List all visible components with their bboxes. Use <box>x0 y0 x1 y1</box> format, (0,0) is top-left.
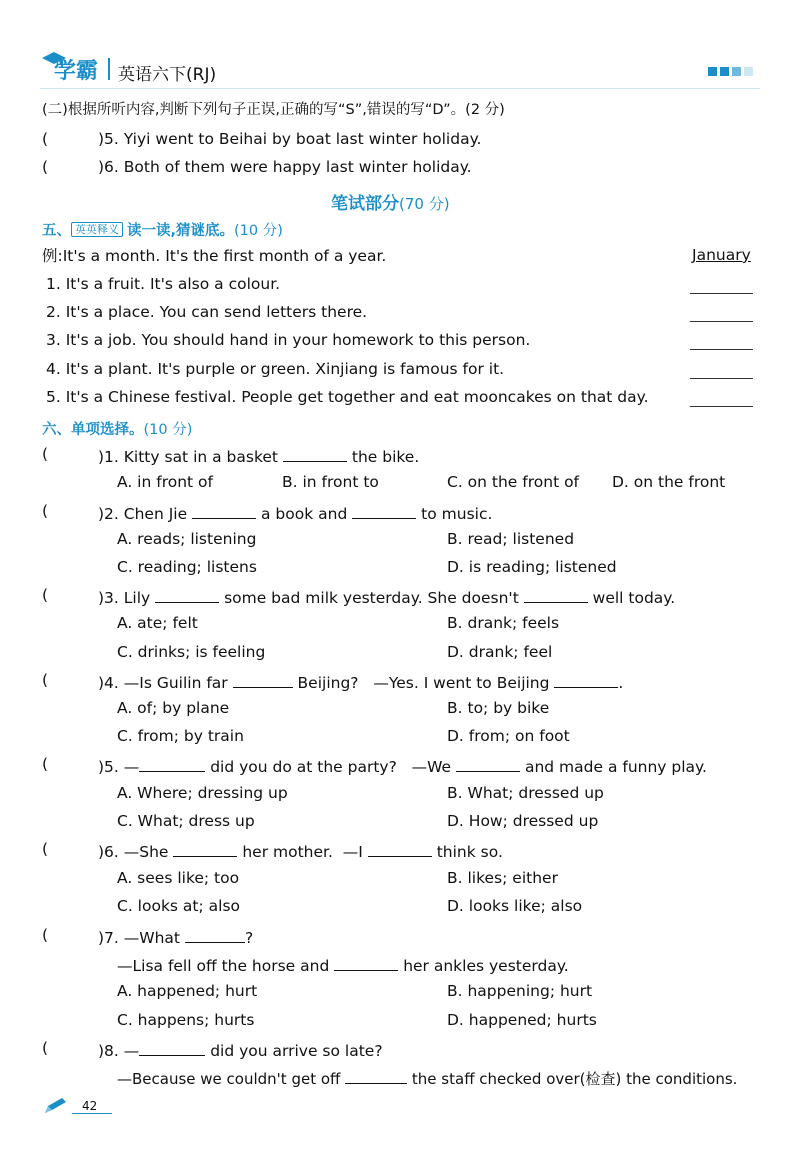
option[interactable]: D. looks like; also <box>447 897 583 915</box>
option[interactable]: B. to; by bike <box>447 699 550 717</box>
answer-paren: ( <box>42 1039 49 1057</box>
header-square <box>732 67 741 76</box>
option[interactable]: B. drank; feels <box>447 614 560 632</box>
option[interactable]: A. of; by plane <box>117 699 230 717</box>
option[interactable]: D. on the front <box>612 473 726 491</box>
answer-blank[interactable] <box>690 321 753 322</box>
option[interactable]: A. reads; listening <box>117 530 257 548</box>
option[interactable]: B. read; listened <box>447 530 575 548</box>
fill-blank[interactable] <box>155 588 219 603</box>
fill-blank[interactable] <box>185 928 245 943</box>
answer-paren: ( <box>42 926 49 944</box>
option[interactable]: D. from; on foot <box>447 727 570 745</box>
header-square <box>720 67 729 76</box>
fill-blank[interactable] <box>233 673 293 688</box>
question-4: )4. —Is Guilin far Beijing? —Yes. I went to Beijing . <box>98 674 624 692</box>
option[interactable]: C. on the front of <box>447 473 580 491</box>
option[interactable]: C. reading; listens <box>117 558 257 576</box>
listening-item-5: )5. Yiyi went to Beihai by boat last winter holiday. <box>98 130 482 148</box>
answer-paren: ( <box>42 671 49 689</box>
section5-item: 5. It's a Chinese festival. People get together and eat mooncakes on that day. <box>46 388 649 406</box>
option[interactable]: B. in front to <box>282 473 379 491</box>
option[interactable]: D. How; dressed up <box>447 812 599 830</box>
option[interactable]: B. happening; hurt <box>447 982 593 1000</box>
answer-paren: ( <box>42 840 49 858</box>
answer-paren: ( <box>42 586 49 604</box>
fill-blank[interactable] <box>368 842 432 857</box>
fill-blank[interactable] <box>345 1069 407 1084</box>
section5-heading: 五、 英英释义 读一读,猜谜底。(10 分) <box>42 223 283 239</box>
section5-example-answer: January <box>692 246 751 264</box>
question-6: )6. —She her mother. —I think so. <box>98 843 503 861</box>
fill-blank[interactable] <box>139 757 205 772</box>
section5-item: 2. It's a place. You can send letters there. <box>46 303 368 321</box>
fill-blank[interactable] <box>352 504 416 519</box>
question-5: )5. — did you do at the party? —We and made a funny play. <box>98 758 707 776</box>
option[interactable]: C. happens; hurts <box>117 1011 255 1029</box>
option[interactable]: A. happened; hurt <box>117 982 258 1000</box>
question-1: )1. Kitty sat in a basket the bike. <box>98 448 420 466</box>
brand-name: 学霸 <box>54 59 99 84</box>
section5-item: 3. It's a job. You should hand in your homework to this person. <box>46 331 531 349</box>
written-part-title: 笔试部分(70 分) <box>331 194 450 214</box>
option[interactable]: D. is reading; listened <box>447 558 617 576</box>
section5-item: 1. It's a fruit. It's also a colour. <box>46 275 281 293</box>
answer-paren: ( <box>42 502 49 520</box>
subject-label: 英语六下(RJ) <box>118 65 217 85</box>
fill-blank[interactable] <box>283 447 347 462</box>
question-2: )2. Chen Jie a book and to music. <box>98 505 493 523</box>
listening-instruction: (二)根据所听内容,判断下列句子正误,正确的写“S”,错误的写“D”。(2 分) <box>42 102 505 118</box>
pencil-icon <box>42 1096 70 1116</box>
option[interactable]: B. What; dressed up <box>447 784 604 802</box>
header-square <box>708 67 717 76</box>
option[interactable]: A. Where; dressing up <box>117 784 288 802</box>
answer-blank[interactable] <box>690 378 753 379</box>
header-square <box>744 67 753 76</box>
fill-blank[interactable] <box>456 757 520 772</box>
footer-rule <box>72 1113 112 1114</box>
option[interactable]: C. What; dress up <box>117 812 255 830</box>
question-7: )7. —What ? <box>98 929 254 947</box>
header-divider <box>108 58 110 80</box>
answer-paren: ( <box>42 158 49 176</box>
option[interactable]: D. drank; feel <box>447 643 553 661</box>
question-8: )8. — did you arrive so late? <box>98 1042 383 1060</box>
section5-example: 例:It's a month. It's the first month of a year. <box>42 247 387 265</box>
section5-item: 4. It's a plant. It's purple or green. Xinjiang is famous for it. <box>46 360 505 378</box>
fill-blank[interactable] <box>139 1041 205 1056</box>
option[interactable]: C. from; by train <box>117 727 244 745</box>
header-rule <box>40 88 760 89</box>
fill-blank[interactable] <box>192 504 256 519</box>
fill-blank[interactable] <box>554 673 618 688</box>
answer-blank[interactable] <box>690 349 753 350</box>
fill-blank[interactable] <box>524 588 588 603</box>
answer-paren: ( <box>42 755 49 773</box>
fill-blank[interactable] <box>173 842 237 857</box>
answer-blank[interactable] <box>690 293 753 294</box>
answer-blank[interactable] <box>690 406 753 407</box>
listening-item-6: )6. Both of them were happy last winter holiday. <box>98 158 472 176</box>
option[interactable]: B. likes; either <box>447 869 558 887</box>
fill-blank[interactable] <box>334 956 398 971</box>
option[interactable]: D. happened; hurts <box>447 1011 597 1029</box>
option[interactable]: A. sees like; too <box>117 869 240 887</box>
option[interactable]: C. looks at; also <box>117 897 241 915</box>
option[interactable]: A. ate; felt <box>117 614 198 632</box>
answer-paren: ( <box>42 130 49 148</box>
question-3: )3. Lily some bad milk yesterday. She doesn't well today. <box>98 589 676 607</box>
page-number: 42 <box>82 1099 98 1113</box>
option[interactable]: C. drinks; is feeling <box>117 643 266 661</box>
section5-tag: 英英释义 <box>71 222 123 237</box>
question-7-line2: —Lisa fell off the horse and her ankles yesterday. <box>117 957 569 975</box>
option[interactable]: A. in front of <box>117 473 213 491</box>
answer-paren: ( <box>42 445 49 463</box>
section6-heading: 六、单项选择。(10 分) <box>42 422 193 438</box>
question-8-line2: —Because we couldn't get off the staff checked over(检查) the conditions. <box>117 1070 738 1088</box>
